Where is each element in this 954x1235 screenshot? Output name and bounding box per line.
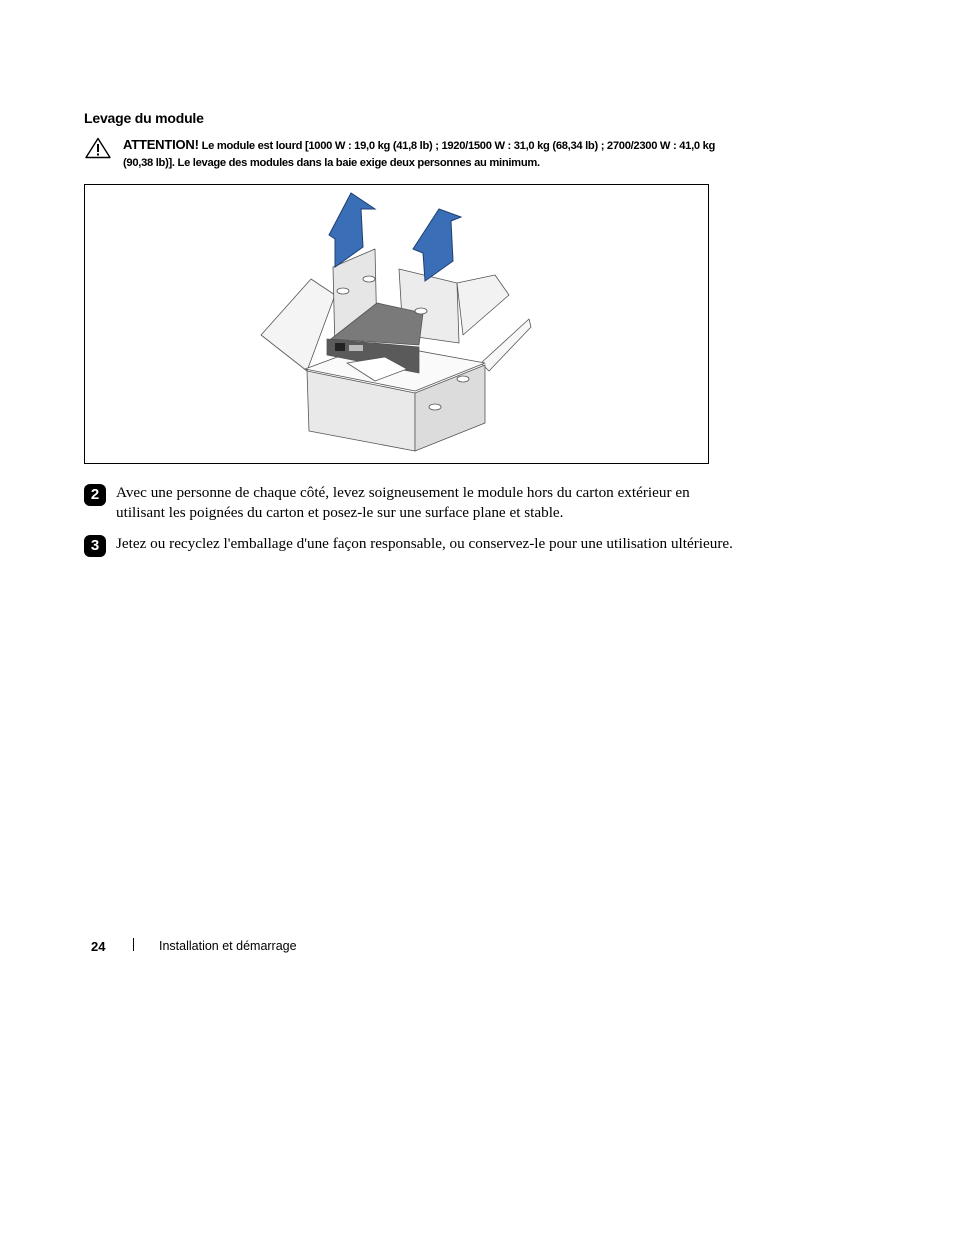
step-text: Jetez ou recyclez l'emballage d'une façon responsable, ou conservez-le pour une utilisation ultérieure. bbox=[116, 535, 733, 552]
chapter-title: Installation et démarrage bbox=[159, 939, 297, 953]
lifting-figure bbox=[84, 184, 709, 464]
page-number: 24 bbox=[91, 939, 106, 954]
section-heading: Levage du module bbox=[84, 110, 204, 126]
warning-text: Le module est lourd [1000 W : 19,0 kg (41,8 lb) ; 1920/1500 W : 31,0 kg (68,34 lb) ; 2700/2300 W : 41,0 kg (90,38 lb)]. Le levage des modules dans la baie exige deux personnes au minimum. bbox=[123, 140, 716, 169]
step-number-badge: 3 bbox=[84, 535, 106, 557]
warning-label: ATTENTION! bbox=[123, 137, 199, 152]
step-text: Avec une personne de chaque côté, levez soigneusement le module hors du carton extérieur en utilisant les poignées du carton et posez-le sur une surface plane et stable. bbox=[116, 484, 690, 521]
warning-notice bbox=[123, 136, 738, 172]
box-lifting-illustration bbox=[85, 185, 708, 463]
step-number-badge: 2 bbox=[84, 484, 106, 506]
footer-divider bbox=[133, 938, 134, 951]
warning-triangle-icon bbox=[85, 137, 111, 159]
